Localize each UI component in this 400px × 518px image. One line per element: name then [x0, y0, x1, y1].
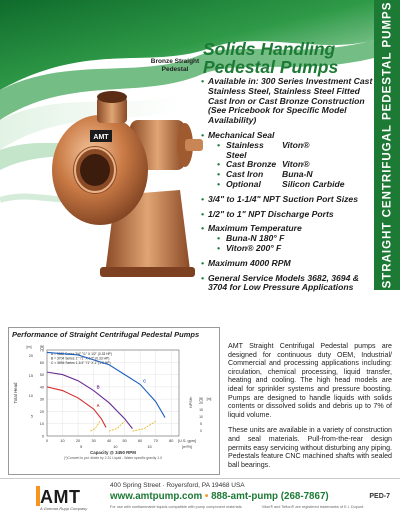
spec-list: [201, 77, 375, 298]
y-axis-title: Total Head: [13, 382, 18, 404]
npsh-curve: [132, 421, 155, 431]
temp-heading: • Maximum Temperature: [208, 223, 302, 234]
description: [228, 342, 392, 476]
legend-entry: C = 3694 Series 1-1/4" "/1" X 1" (1.5 HP): [51, 361, 111, 366]
page-number: PED-7: [369, 493, 390, 500]
series-label-c: C: [143, 378, 147, 384]
x-tick-label: 50: [122, 439, 127, 443]
phone-number: 888-amt-pump (268-7867): [211, 491, 329, 502]
npsh-curve: [90, 421, 99, 431]
pump-image: [45, 75, 205, 285]
seal-row: • Optional Silicon Carbide: [208, 180, 375, 190]
amt-logo: [40, 488, 100, 512]
spec-max-rpm: • Maximum 4000 RPM: [201, 259, 375, 269]
npshr-tick-label: 5: [200, 422, 202, 426]
npshr-tick-label: [ft]: [199, 397, 203, 401]
chart-footnote: (*)Convert to psi: divide by 2.31 Liquid - Water specific gravity 1.0: [63, 456, 163, 460]
description-paragraph-2: These units are available in a variety of construction and seal materials. Pull-from-the-rear design permits easy servicing without disturbing any piping. Pedestals feature CNC machined shafts with sealed ball bearings.: [228, 426, 392, 469]
legend-entry: B = 3704 Series 1" "/1" X 1/2" (0.33 HP): [51, 356, 110, 361]
y-unit-m: [m]: [26, 345, 32, 349]
temp-row: • Viton® 200° F: [208, 244, 375, 254]
y-tick-label-m: 15: [28, 374, 33, 379]
npshr-tick-label: 20: [199, 401, 203, 405]
x-tick-label: 0: [45, 439, 49, 443]
npshr-tick-label: 0: [200, 429, 202, 433]
x-tick-label-m3h: 5: [80, 445, 83, 449]
spec-general-service: • General Service Models 3682, 3694 & 3704 for Low Pressure Applications: [201, 274, 375, 294]
website-link[interactable]: www.amtpump.com: [110, 491, 203, 502]
contact-line: [110, 491, 329, 502]
npsh-curve: [109, 421, 125, 431]
spec-mechanical-seal: [201, 131, 375, 190]
y-tick-label-ft: 20: [39, 409, 44, 414]
temp-row: • Buna-N 180° F: [208, 234, 375, 244]
spec-available: • Available in: 300 Series Investment Cast Stainless Steel, Stainless Steel Fitted Cast Iron or Cast Bronze Construction (See Pricebook for Specific Model Availability): [201, 77, 375, 126]
pump-caption: Bronze Straight Pedestal: [150, 58, 200, 73]
spec-discharge: • 1/2" to 1" NPT Discharge Ports: [201, 210, 375, 220]
x-tick-label: 10: [60, 439, 65, 443]
y-tick-label-ft: 10: [39, 422, 44, 427]
chart-title: Performance of Straight Centrifugal Pedestal Pumps: [12, 330, 200, 339]
fine-print-right: Viton® and Teflon® are registered trademarks of E.I. Dupont.: [261, 505, 365, 509]
spec-max-temperature: [201, 224, 375, 253]
x-axis-title: Capacity @ 3450 RPM: [90, 450, 136, 455]
series-label-b: B: [96, 384, 100, 390]
x-tick-label: 20: [75, 439, 81, 443]
seal-heading: • Mechanical Seal: [208, 129, 275, 140]
y-tick-label-ft: 0: [41, 434, 44, 439]
y-tick-label-ft: 40: [39, 385, 44, 390]
logo-tagline: A Gorman-Rupp Company: [40, 506, 88, 511]
title-line-1: Solids Handling: [203, 39, 336, 59]
y-tick-label-ft: 60: [39, 360, 44, 365]
logo-word: AMT: [40, 487, 81, 507]
address: 400 Spring Street · Royersford, PA 19468 USA: [110, 482, 245, 489]
x-tick-label-m3h: 15: [147, 445, 152, 449]
side-banner: [374, 0, 400, 290]
y-tick-label-m: 20: [28, 353, 33, 358]
x-tick-label: 60: [138, 439, 143, 443]
x-tick-label: 40: [107, 439, 112, 443]
title-line-2: Pedestal Pumps: [203, 57, 339, 77]
performance-chart-box: [8, 327, 220, 475]
seal-row: • Stainless Steel Viton®: [208, 141, 375, 161]
performance-chart: [9, 340, 219, 474]
y-tick-label-m: 5: [30, 414, 33, 419]
seal-row: • Cast Iron Buna-N: [208, 170, 375, 180]
npshr-tick-label: 15: [199, 408, 203, 412]
x-tick-label-m3h: 10: [113, 445, 118, 449]
y-tick-label-ft: 30: [39, 397, 44, 402]
description-paragraph-1: AMT Straight Centrifugal Pedestal pumps are designed for continuous duty OEM, Industrial/ Commercial and processing applications including: circulation, chemical processing, liquid transfer, heating and cooling. The high head models are ideal for sprinkler systems and pressure boosting. Pumps are designed to handle liquids with solids contents or dissolved solids and debris up to 7% of liquid volume.: [228, 342, 392, 419]
pump-plate-text: AMT: [93, 134, 109, 141]
legend-entry: A = 3682 Series 3/4" "/1" X 1/2" (0.33 HP): [51, 352, 112, 356]
x-unit: [m³/h]: [182, 445, 192, 449]
series-line-b: [47, 372, 132, 429]
x-tick-label: 80: [169, 439, 174, 443]
y-tick-label-ft: 70: [39, 348, 44, 353]
y-tick-label-ft: 50: [39, 373, 44, 378]
npshr-label: NPSHr: [189, 396, 193, 408]
npshr-tick-label: 10: [199, 415, 203, 419]
seal-row: • Cast Bronze Viton®: [208, 160, 375, 170]
footer-divider: [0, 478, 400, 479]
y-unit-ft: [ft]: [40, 345, 44, 349]
page-title: [203, 40, 373, 76]
side-banner-text: STRAIGHT CENTRIFUGAL PEDESTAL PUMPS: [381, 1, 393, 289]
x-tick-label: 30: [91, 439, 96, 443]
x-tick-label: [U.S. gpm]: [178, 439, 196, 443]
x-tick-label: 70: [153, 439, 158, 443]
series-label-a: A: [96, 402, 100, 408]
fine-print-left: For use with nonflammable liquids compatible with pump component materials.: [110, 505, 243, 509]
fine-print: [110, 505, 382, 509]
y-tick-label-m: 10: [28, 394, 33, 399]
spec-suction: • 3/4" to 1-1/4" NPT Suction Port Sizes: [201, 195, 375, 205]
npshr-tick-label: [m]: [206, 397, 212, 401]
separator: •: [204, 491, 212, 502]
